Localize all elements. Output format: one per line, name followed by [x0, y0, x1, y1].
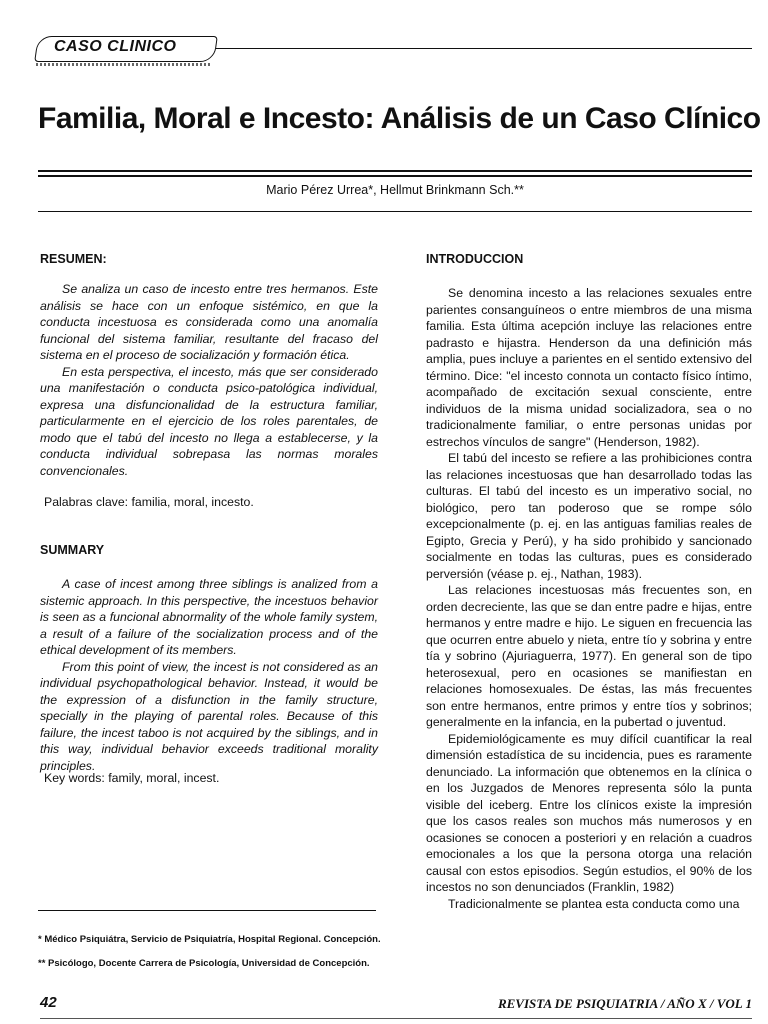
page-number: 42: [40, 994, 57, 1011]
footnote-1: * Médico Psiquiátra, Servicio de Psiquiatría, Hospital Regional. Concepción.: [38, 934, 381, 945]
title-rule-double: [38, 175, 752, 177]
summary-keywords: Key words: family, moral, incest.: [44, 771, 220, 785]
resumen-body: [40, 281, 378, 479]
introduccion-paragraph: Epidemiológicamente es muy difícil cuantificar la real dimensión estadística de su incidencia, pues es raramente denunciado. La información que obtenemos en la clínica o en los Juzgados de Menores representa sólo la punta visible del iceberg. Entre los clínicos existe la impresión que los casos reales son muchos más numerosos y en ocasiones se conocen a posteriori y en relación a cuadros emocionales a los que la persona otorga una relación causal con estos episodios. Según estudios, el 90% de los incestos no son denunciados (Franklin, 1982): [426, 731, 752, 894]
introduccion-paragraph: El tabú del incesto se refiere a las prohibiciones contra las relaciones incestuosas que han desarrollado todas las culturas. El tabú del incesto es un imperativo social, no biológico, pero tan poderoso que se rompe sólo excepcionalmente (p. ej. en las antiguas familias reales de Egipto, Grecia y Perú), y ha sido prohibido y sancionado socialmente en todas las culturas, pues es considerado perversión (véase p. ej., Nathan, 1983).: [426, 451, 752, 581]
footnote-rule: [38, 910, 376, 911]
summary-paragraph: A case of incest among three siblings is analized from a sistemic approach. In this perspective, the incestuos behavior is seen as a funcional abnormality of the whole family system, a result of a failure of the socialization process and of the ethical development of its members.: [40, 577, 378, 657]
introduccion-heading: INTRODUCCION: [426, 252, 524, 266]
summary-paragraph: From this point of view, the incest is not considered as an individual psychopathological behavior. Instead, it would be the expression of a disfunction in the family structure, specially in the playing of parental roles. Because of this failure, the incest taboo is not acquired by the siblings, and in this way, individual behavior exceeds traditional morality principles.: [40, 659, 378, 773]
journal-name: REVISTA DE PSIQUIATRIA / AÑO X / VOL 1: [497, 996, 752, 1011]
footnote-2: ** Psicólogo, Docente Carrera de Psicología, Universidad de Concepción.: [38, 958, 370, 969]
article-title: Familia, Moral e Incesto: Análisis de un Caso Clínico: [38, 102, 761, 135]
resumen-heading: RESUMEN:: [40, 252, 107, 266]
introduccion-paragraph: Se denomina incesto a las relaciones sexuales entre parientes consanguíneos o entre miembros de una misma familia. Esta última acepción incluye las relaciones entre padrasto e hijastra. Henderson da una definición más amplia, pues incluye a parientes en el sentido extensivo del término. Dice: "el incesto connota un contacto físico íntimo, acompañado de excitación sexual consciente, entre individuos de la misma unidad socializadora, sea o no tradicionalmente familiar, o entre personas unidas por estrechos vínculos de sangre" (Henderson, 1982).: [426, 286, 752, 449]
introduccion-body: [426, 285, 752, 912]
resumen-keywords: Palabras clave: familia, moral, incesto.: [44, 495, 254, 509]
introduccion-paragraph: Tradicionalmente se plantea esta conducta como una: [448, 896, 740, 911]
authors: Mario Pérez Urrea*, Hellmut Brinkmann Sch.**: [266, 183, 524, 197]
introduccion-paragraph: Las relaciones incestuosas más frecuentes son, en orden decreciente, las que se dan entre padre e hijas, entre hermanos y entre madre e hijo. Le siguen en frecuencia las que ocurren entre abuelo y nieta, entre tío y sobrina y entre tía y sobrino (Ajuriaguerra, 1977). En general son de tipo heterosexual, pero en ocasiones se manifiestan en relaciones homosexuales. De éstas, las más frecuentes son entre hermanos, entre primos y entre tíos y sobrinos; generalmente en la infancia, en la pubertad o juventud.: [426, 583, 752, 729]
summary-heading: SUMMARY: [40, 543, 105, 557]
title-rule-top: [38, 170, 752, 172]
footer-rule: [40, 1018, 752, 1019]
header-rule: [216, 48, 752, 49]
resumen-paragraph: En esta perspectiva, el incesto, más que ser considerado una manifestación o conducta psico-patológica individual, expresa una disfuncionalidad de la estructura familiar, particularmente en el ejercicio de los roles parentales, de modo que el tabú del incesto no llega a establecerse, y la conducta individual sobrepasa las normas morales convencionales.: [40, 364, 378, 478]
section-tag: CASO CLINICO: [54, 38, 177, 55]
resumen-paragraph: Se analiza un caso de incesto entre tres hermanos. Este análisis se hace con un enfoque sistémico, en que la conducta incestuosa es considerada como una anomalía funcional del sistema familiar, resultante del fracaso del sistema en el proceso de socialización y formación ética.: [40, 282, 378, 362]
section-tag-shadow: [36, 63, 212, 66]
authors-rule: [38, 211, 752, 212]
summary-body: [40, 576, 378, 774]
